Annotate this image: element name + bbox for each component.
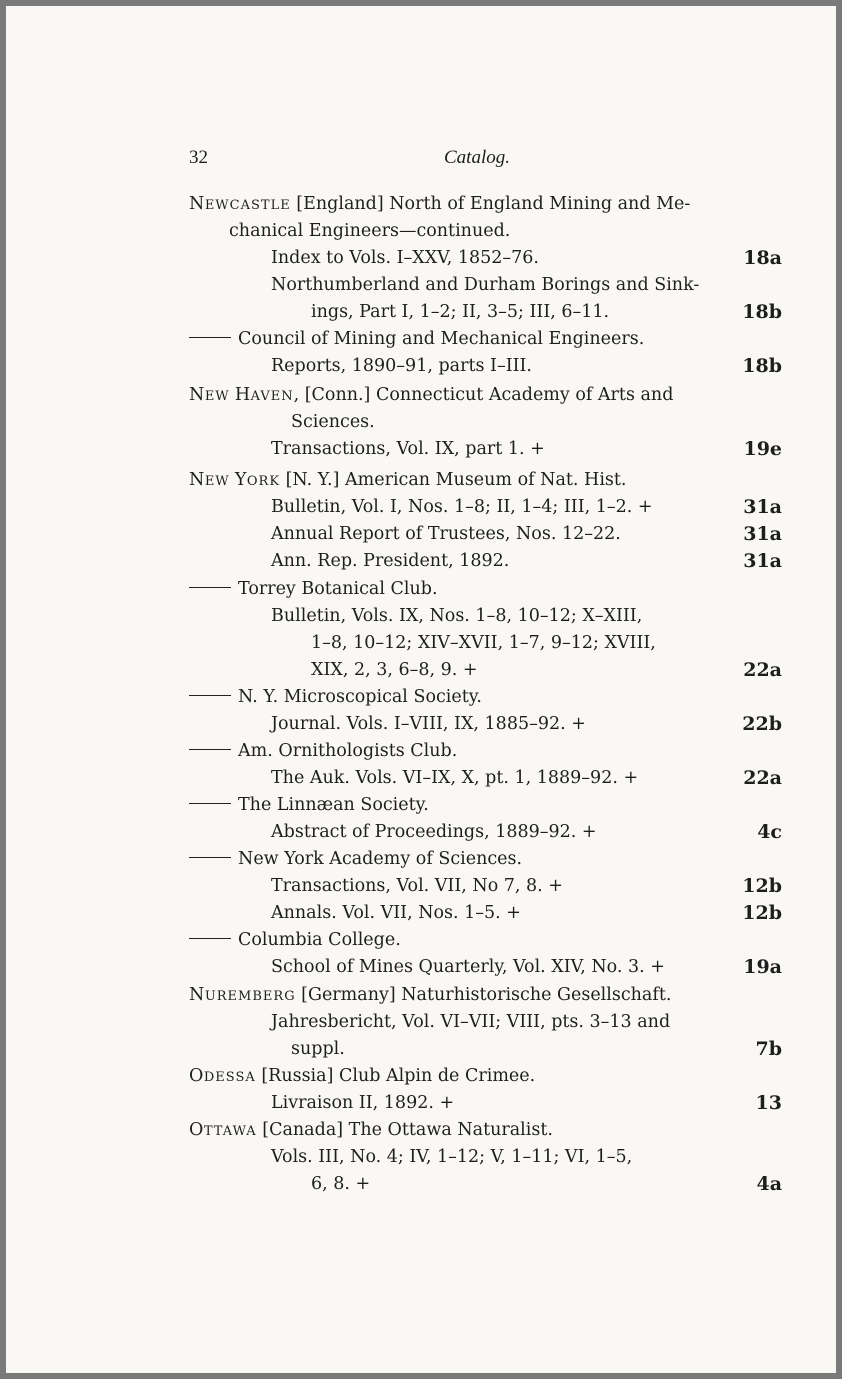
entry-text: Am. Ornithologists Club.: [238, 741, 458, 761]
entry-text: [N. Y.] American Museum of Nat. Hist.: [280, 470, 627, 490]
entry-heading: [189, 382, 673, 409]
entry-text: Torrey Botanical Club.: [238, 579, 438, 599]
entry-line: Vols. III, No. 4; IV, 1–12; V, 1–11; VI, 1–5,: [271, 1147, 633, 1167]
shelf-code: 4a: [756, 1173, 782, 1195]
entry-line: Reports, 1890–91, parts I–III.: [271, 356, 532, 376]
entry-line: Annals. Vol. VII, Nos. 1–5. +: [271, 903, 521, 923]
entry-subheading: [189, 846, 522, 873]
entry-text: [England] North of England Mining and Me-: [290, 194, 691, 214]
shelf-code: 18b: [742, 355, 782, 377]
entry-heading: [189, 1063, 535, 1090]
entry-text: Council of Mining and Mechanical Engineers.: [238, 329, 645, 349]
entry-line: Livraison II, 1892. +: [271, 1093, 455, 1113]
entry-subheading: [189, 576, 438, 603]
running-title: Catalog.: [444, 147, 510, 168]
entry-subheading: [189, 792, 429, 819]
city-name: NEW HAVEN: [189, 385, 294, 405]
shelf-code: 31a: [743, 523, 782, 545]
entry-line: Annual Report of Trustees, Nos. 12–22.: [271, 524, 621, 544]
entry-subheading: [189, 927, 401, 954]
entry-line: chanical Engineers—continued.: [229, 221, 511, 241]
entry-line: Journal. Vols. I–VIII, IX, 1885–92. +: [271, 714, 586, 734]
entry-subheading: [189, 738, 457, 765]
city-name: NEWCASTLE: [189, 194, 291, 214]
page-number: 32: [189, 147, 208, 168]
ditto-dash: [189, 749, 231, 750]
shelf-code: 31a: [743, 496, 782, 518]
city-name: ODESSA: [189, 1066, 256, 1086]
entry-line: Index to Vols. I–XXV, 1852–76.: [271, 248, 539, 268]
entry-heading: [189, 982, 671, 1009]
shelf-code: 22a: [743, 767, 782, 789]
entry-line: Abstract of Proceedings, 1889–92. +: [271, 822, 597, 842]
entry-line: Transactions, Vol. VII, No 7, 8. +: [271, 876, 563, 896]
entry-text: N. Y. Microscopical Society.: [238, 687, 482, 707]
entry-line: Sciences.: [291, 412, 375, 432]
entry-line: Jahresbericht, Vol. VI–VII; VIII, pts. 3–13 and: [271, 1012, 671, 1032]
city-name: OTTAWA: [189, 1120, 257, 1140]
entry-text: Columbia College.: [238, 930, 401, 950]
shelf-code: 19e: [743, 438, 782, 460]
entry-line: The Auk. Vols. VI–IX, X, pt. 1, 1889–92. +: [271, 768, 639, 788]
entry-line: Bulletin, Vols. IX, Nos. 1–8, 10–12; X–XIII,: [271, 606, 643, 626]
shelf-code: 12b: [742, 875, 782, 897]
shelf-code: 4c: [757, 821, 782, 843]
entry-line: ings, Part I, 1–2; II, 3–5; III, 6–11.: [311, 302, 610, 322]
city-name: NUREMBERG: [189, 985, 296, 1005]
catalog-page: [6, 6, 836, 1373]
city-name: NEW YORK: [189, 470, 281, 490]
ditto-dash: [189, 857, 231, 858]
entry-text: [Germany] Naturhistorische Gesellschaft.: [295, 985, 672, 1005]
entry-line: Northumberland and Durham Borings and Sink-: [271, 275, 700, 295]
ditto-dash: [189, 337, 231, 338]
entry-subheading: [189, 326, 644, 353]
shelf-code: 19a: [743, 956, 782, 978]
entry-line: Bulletin, Vol. I, Nos. 1–8; II, 1–4; III, 1–2. +: [271, 497, 653, 517]
entry-line: suppl.: [291, 1039, 345, 1059]
shelf-code: 13: [755, 1092, 782, 1114]
entry-text: [Russia] Club Alpin de Crimee.: [255, 1066, 536, 1086]
entry-line: XIX, 2, 3, 6–8, 9. +: [311, 660, 478, 680]
shelf-code: 18b: [742, 301, 782, 323]
ditto-dash: [189, 695, 231, 696]
shelf-code: 12b: [742, 902, 782, 924]
ditto-dash: [189, 938, 231, 939]
entry-heading: [189, 1117, 553, 1144]
shelf-code: 31a: [743, 550, 782, 572]
ditto-dash: [189, 587, 231, 588]
entry-text: The Linnæan Society.: [238, 795, 429, 815]
shelf-code: 22b: [742, 713, 782, 735]
shelf-code: 7b: [755, 1038, 782, 1060]
shelf-code: 18a: [743, 247, 782, 269]
entry-line: Transactions, Vol. IX, part 1. +: [271, 439, 545, 459]
entry-line: Ann. Rep. President, 1892.: [271, 551, 510, 571]
entry-heading: [189, 467, 627, 494]
entry-text: [Canada] The Ottawa Naturalist.: [256, 1120, 553, 1140]
ditto-dash: [189, 803, 231, 804]
entry-line: 1–8, 10–12; XIV–XVII, 1–7, 9–12; XVIII,: [311, 633, 656, 653]
entry-subheading: [189, 684, 482, 711]
entry-text: New York Academy of Sciences.: [238, 849, 523, 869]
entry-heading: [189, 191, 690, 218]
shelf-code: 22a: [743, 659, 782, 681]
entry-text: , [Conn.] Connecticut Academy of Arts and: [293, 385, 674, 405]
entry-line: School of Mines Quarterly, Vol. XIV, No. 3. +: [271, 957, 665, 977]
entry-line: 6, 8. +: [311, 1174, 371, 1194]
